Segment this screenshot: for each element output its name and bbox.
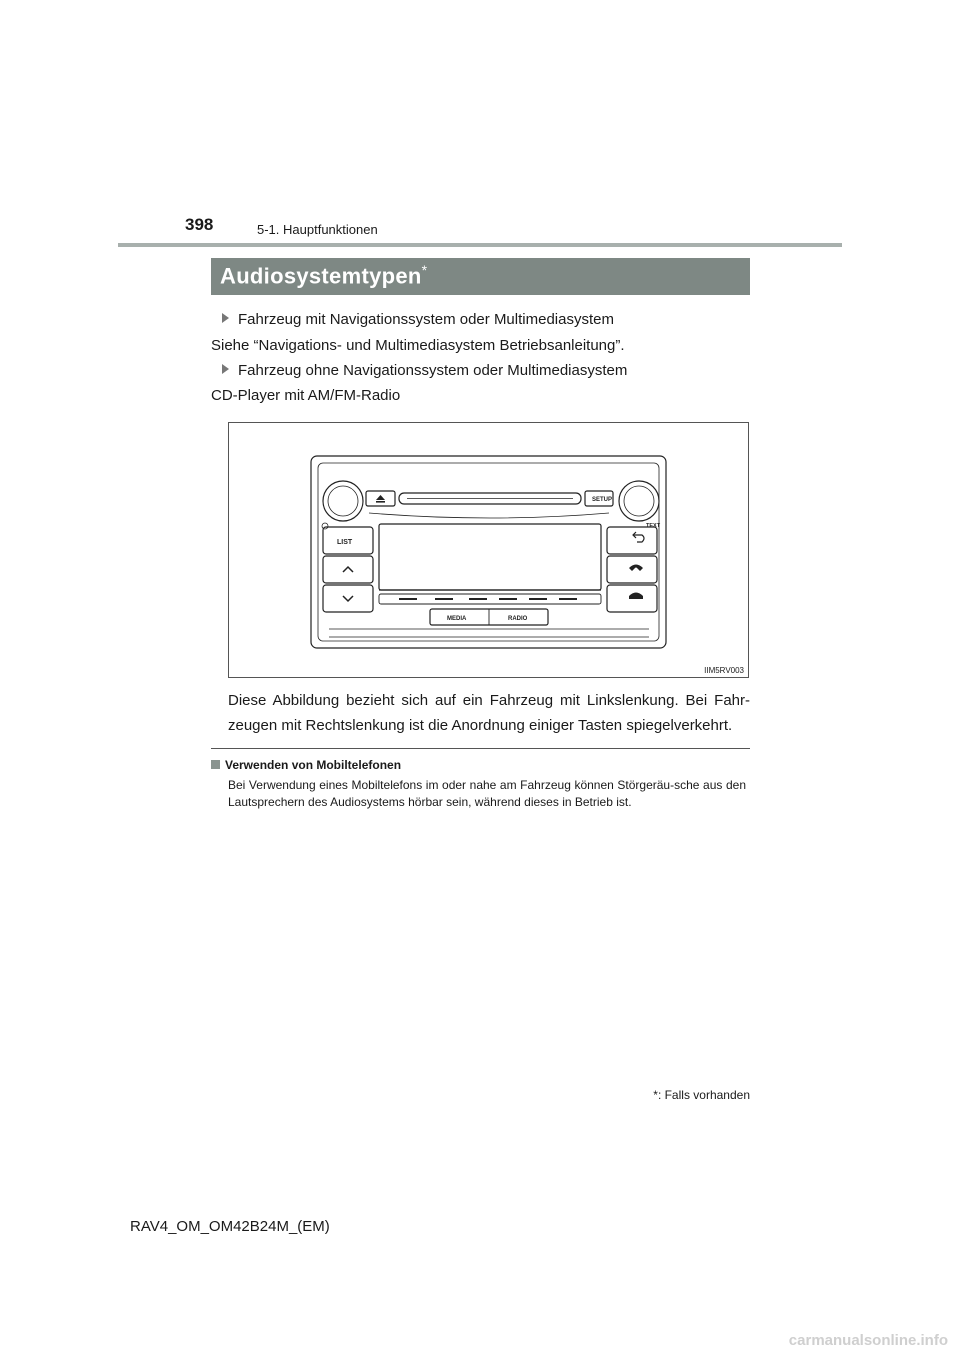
list-label: LIST	[337, 539, 353, 546]
footnote-star: *	[653, 1088, 658, 1102]
radio-label: RADIO	[508, 616, 528, 622]
triangle-bullet-icon	[222, 364, 229, 374]
text-label: TEXT	[646, 523, 661, 529]
note-body: Bei Verwendung eines Mobiltelefons im oder nahe am Fahrzeug können Störgeräu-sche aus den Lautsprechern des Audiosystems hörbar sein, während dieses in Betrieb ist.	[228, 778, 746, 809]
watermark: carmanualsonline.info	[788, 1332, 948, 1349]
setup-label: SETUP	[592, 497, 613, 503]
section-title-bar	[211, 258, 750, 295]
audio-unit-drawing	[229, 423, 748, 677]
section-reference: 5-1. Hauptfunktionen	[257, 222, 378, 237]
media-label: MEDIA	[447, 616, 467, 622]
bullet-with-navigation: Fahrzeug mit Navigationssystem oder Multimediasystem	[222, 311, 614, 328]
section-title: Audiosystemtypen*	[220, 262, 428, 289]
cd-player-text: CD-Player mit AM/FM-Radio	[211, 387, 401, 404]
separator-rule	[211, 748, 750, 749]
triangle-bullet-icon	[222, 313, 229, 323]
footnote: *: Falls vorhanden	[653, 1088, 750, 1102]
figure-code: IIM5RV003	[704, 666, 744, 675]
audio-unit-figure	[228, 422, 749, 678]
page-number: 398	[185, 215, 214, 234]
optional-star: *	[421, 262, 428, 278]
header-rule	[118, 243, 842, 247]
square-bullet-icon	[211, 760, 220, 769]
note-heading: Verwenden von Mobiltelefonen	[211, 758, 401, 772]
footer-document-code: RAV4_OM_OM42B24M_(EM)	[130, 1218, 330, 1235]
bullet-without-navigation: Fahrzeug ohne Navigationssystem oder Multimediasystem	[222, 362, 627, 379]
see-reference-text: Siehe “Navigations- und Multimediasystem Betriebsanleitung”.	[211, 337, 625, 354]
figure-caption: Diese Abbildung bezieht sich auf ein Fahrzeug mit Linkslenkung. Bei Fahr-zeugen mit Rechtslenkung ist die Anordnung einiger Tasten spiegelverkehrt.	[228, 692, 750, 734]
